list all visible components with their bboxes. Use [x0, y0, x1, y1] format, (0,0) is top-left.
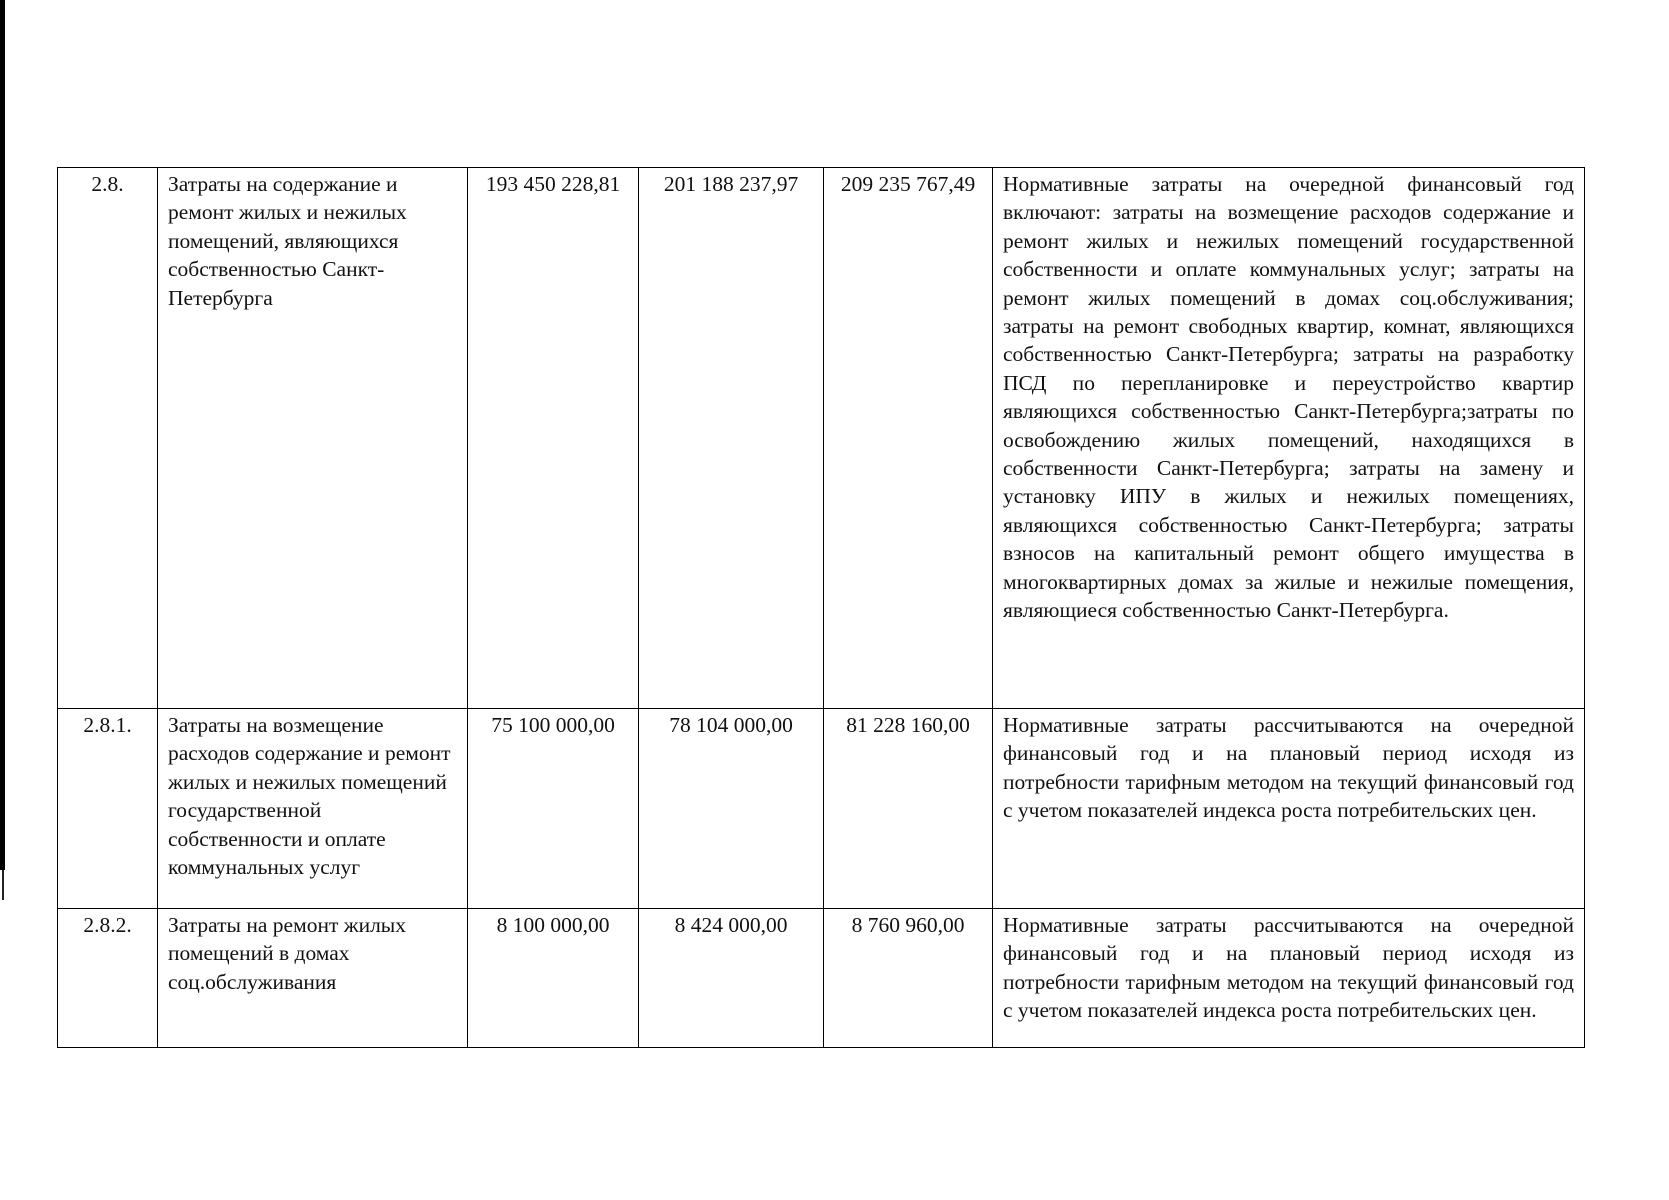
cost-item-name: Затраты на содержание и ремонт жилых и нежилых помещений, являющихся собственностью Санкт-Петербурга	[158, 168, 468, 709]
scan-edge-mark-tail	[2, 870, 4, 900]
table-row	[58, 168, 1585, 709]
calculation-description: Нормативные затраты рассчитываются на очередной финансовый год и на плановый период исходя из потребности тарифным методом на текущий финансовый год с учетом показателей индекса роста потребительских цен.	[993, 709, 1585, 909]
amount-year-1: 193 450 228,81	[468, 168, 639, 709]
amount-year-3: 8 760 960,00	[824, 909, 993, 1048]
row-number: 2.8.1.	[58, 709, 158, 909]
row-number: 2.8.2.	[58, 909, 158, 1048]
cost-item-name: Затраты на ремонт жилых помещений в домах соц.обслуживания	[158, 909, 468, 1048]
table-row	[58, 709, 1585, 909]
amount-year-1: 75 100 000,00	[468, 709, 639, 909]
amount-year-2: 8 424 000,00	[639, 909, 824, 1048]
row-number: 2.8.	[58, 168, 158, 709]
cost-table	[57, 167, 1585, 1048]
scan-edge-mark	[0, 0, 5, 870]
amount-year-1: 8 100 000,00	[468, 909, 639, 1048]
amount-year-3: 81 228 160,00	[824, 709, 993, 909]
calculation-description: Нормативные затраты рассчитываются на очередной финансовый год и на плановый период исходя из потребности тарифным методом на текущий финансовый год с учетом показателей индекса роста потребительских цен.	[993, 909, 1585, 1048]
amount-year-2: 201 188 237,97	[639, 168, 824, 709]
calculation-description: Нормативные затраты на очередной финансовый год включают: затраты на возмещение расходов содержание и ремонт жилых и нежилых помещений государственной собственности и оплате коммунальных услуг; затраты на ремонт жилых помещений в домах соц.обслуживания; затраты на ремонт свободных квартир, комнат, являющихся собственностью Санкт-Петербурга; затраты на разработку ПСД по перепланировке и переустройство квартир являющихся собственностью Санкт-Петербурга;затраты по освобождению жилых помещений, находящихся в собственности Санкт-Петербурга; затраты на замену и установку ИПУ в жилых и нежилых помещениях, являющихся собственностью Санкт-Петербурга; затраты взносов на капитальный ремонт общего имущества в многоквартирных домах за жилые и нежилые помещения, являющиеся собственностью Санкт-Петербурга.	[993, 168, 1585, 709]
table-row	[58, 909, 1585, 1048]
cost-item-name: Затраты на возмещение расходов содержание и ремонт жилых и нежилых помещений государственной собственности и оплате коммунальных услуг	[158, 709, 468, 909]
amount-year-3: 209 235 767,49	[824, 168, 993, 709]
amount-year-2: 78 104 000,00	[639, 709, 824, 909]
